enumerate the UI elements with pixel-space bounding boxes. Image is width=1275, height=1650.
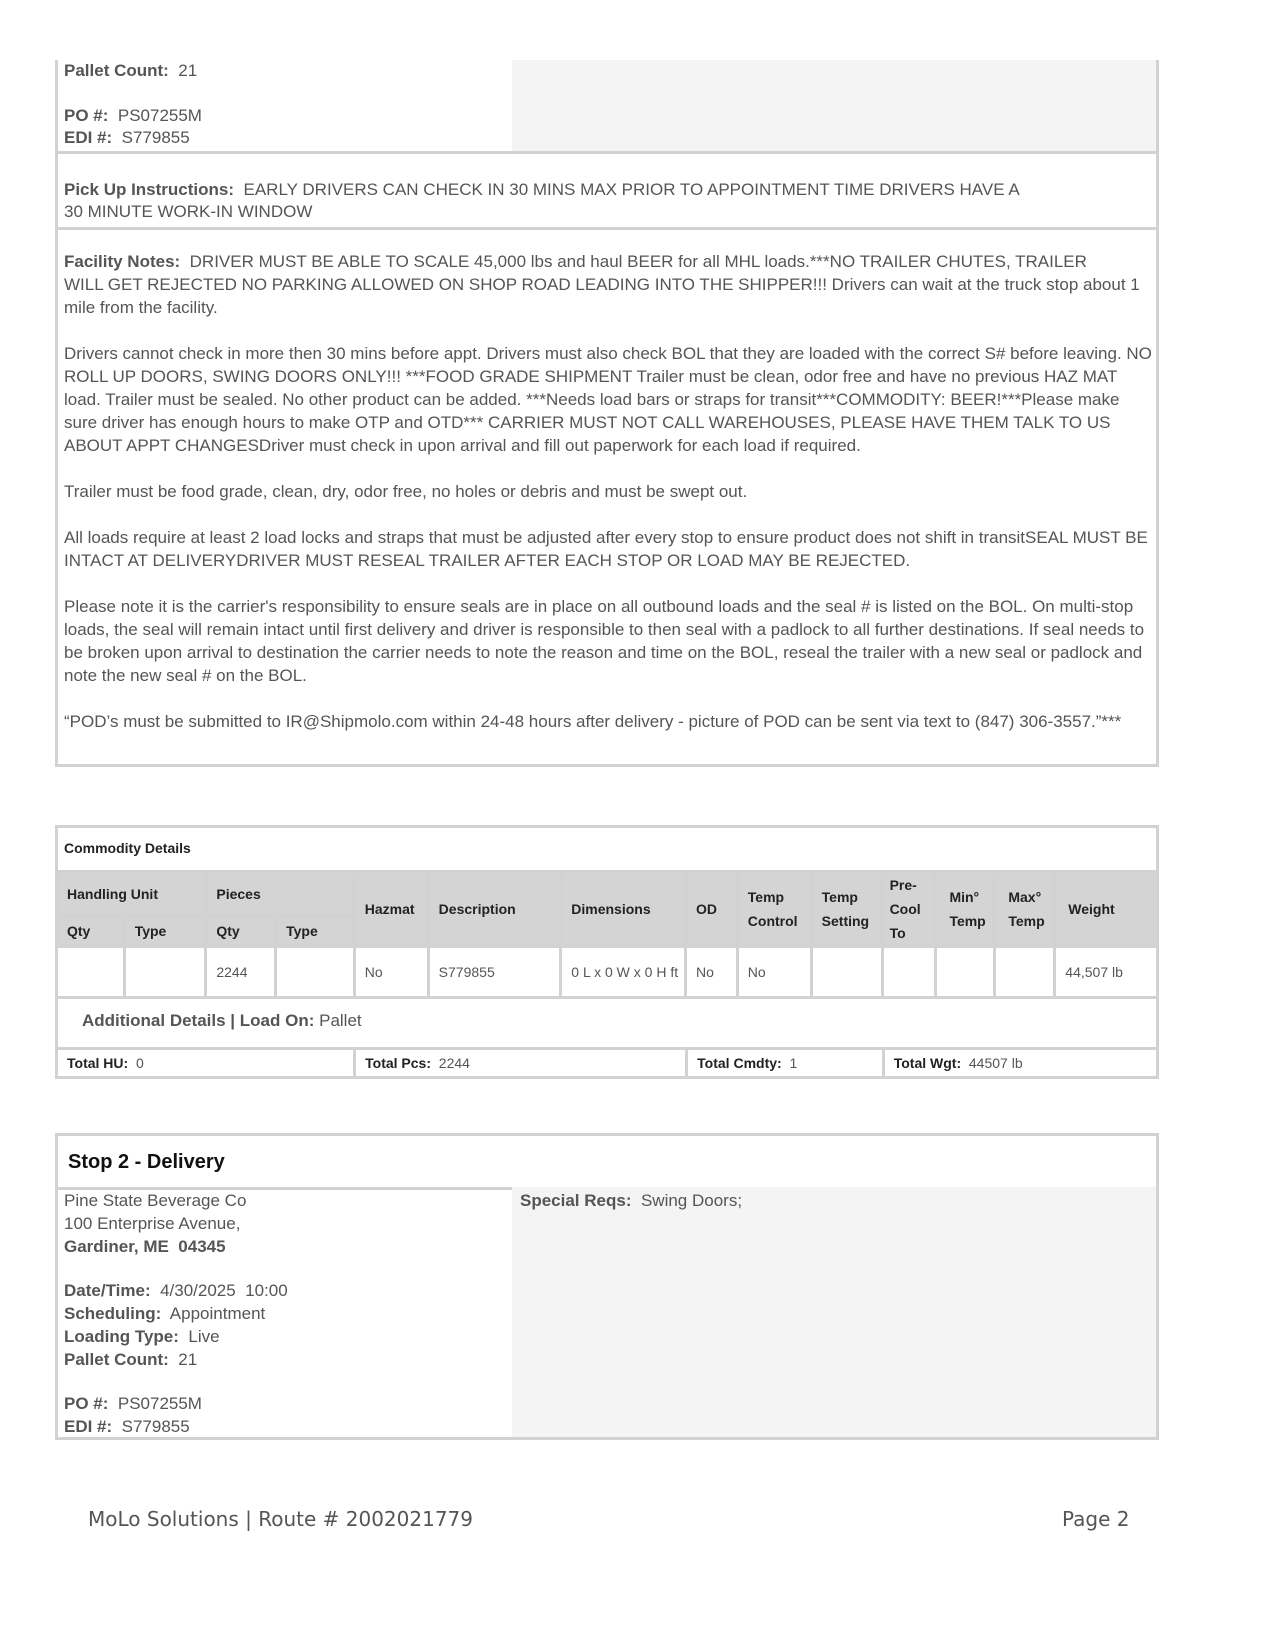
stop2-city: Gardiner, ME 04345 bbox=[64, 1237, 226, 1256]
pickup-instructions-line1: Pick Up Instructions: EARLY DRIVERS CAN CHECK IN 30 MINS MAX PRIOR TO APPOINTMENT TIME DRIVERS HAVE A bbox=[64, 180, 1020, 199]
cell-weight: 44,507 lb bbox=[1055, 947, 1158, 998]
header-hu-qty: Qty bbox=[57, 916, 125, 947]
total-hu: Total HU: 0 bbox=[57, 1049, 355, 1078]
cell-max-temp bbox=[995, 947, 1055, 998]
commodity-table bbox=[55, 870, 1159, 999]
header-description: Description bbox=[428, 872, 561, 947]
stop2-loading-type: Loading Type: Live bbox=[64, 1327, 220, 1346]
cell-precool bbox=[882, 947, 936, 998]
facility-notes-panel bbox=[55, 227, 1159, 767]
header-od: OD bbox=[685, 872, 737, 947]
total-cmdty: Total Cmdty: 1 bbox=[687, 1049, 884, 1078]
pickup-instructions-line2: 30 MINUTE WORK-IN WINDOW bbox=[64, 202, 313, 221]
facility-notes-para6: “POD’s must be submitted to IR@Shipmolo.com within 24-48 hours after delivery - picture of POD can be sent via text to (847) 306-3557.”*** bbox=[64, 712, 1122, 731]
stop1-notes-panel bbox=[512, 60, 1159, 154]
header-max-temp: Max° Temp bbox=[995, 872, 1055, 947]
facility-notes-para3: Trailer must be food grade, clean, dry, odor free, no holes or debris and must be swept out. bbox=[64, 482, 748, 501]
stop1-po-number: PO #: PS07255M bbox=[64, 106, 202, 125]
header-hu-type: Type bbox=[124, 916, 206, 947]
additional-details-row bbox=[55, 993, 1159, 1049]
stop2-datetime: Date/Time: 4/30/2025 10:00 bbox=[64, 1281, 288, 1300]
stop2-special-reqs: Special Reqs: Swing Doors; bbox=[520, 1191, 743, 1210]
stop2-company: Pine State Beverage Co bbox=[64, 1191, 247, 1210]
cell-dimensions: 0 L x 0 W x 0 H ft bbox=[561, 947, 686, 998]
cell-pcs-type bbox=[276, 947, 355, 998]
cell-temp-control: No bbox=[737, 947, 811, 998]
header-temp-setting: Temp Setting bbox=[811, 872, 882, 947]
stop2-header bbox=[55, 1133, 1159, 1190]
facility-notes-para5: Please note it is the carrier's responsibility to ensure seals are in place on all outbound loads and the seal # is listed on the BOL. On multi-stop loads, the seal will remain intact until first delivery and driver is responsible to then seal with a padlock to all further destinations. If seal needs to be broken upon arrival to destination the carrier needs to note the reason and time on the BOL, reseal the trailer with a new seal or padlock and note the new seal # on the BOL. bbox=[64, 597, 1145, 685]
footer-page-number: Page 2 bbox=[1062, 1507, 1130, 1531]
facility-notes-para1: Facility Notes: DRIVER MUST BE ABLE TO SCALE 45,000 lbs and haul BEER for all MHL loads.***NO TRAILER CHUTES, TRAILER WILL GET REJECTED NO PARKING ALLOWED ON SHOP ROAD LEADING INTO THE SHIPPER!!! Drivers can wait at the truck stop about 1 mile from the facility. bbox=[64, 252, 1140, 317]
footer-route: MoLo Solutions | Route # 2002021779 bbox=[88, 1507, 473, 1531]
header-temp-control: Temp Control bbox=[737, 872, 811, 947]
stop1-pallet-count: Pallet Count: 21 bbox=[64, 61, 198, 80]
cell-hu-type bbox=[124, 947, 206, 998]
cell-hu-qty bbox=[57, 947, 125, 998]
header-pcs-qty: Qty bbox=[206, 916, 276, 947]
facility-notes-para4: All loads require at least 2 load locks and straps that must be adjusted after every stop to ensure product does not shift in transitSEAL MUST BE INTACT AT DELIVERYDRIVER MUST RESEAL TRAILER AFTER EACH STOP OR LOAD MAY BE REJECTED. bbox=[64, 528, 1148, 570]
stop2-special-panel bbox=[512, 1187, 1159, 1440]
cell-hazmat: No bbox=[354, 947, 428, 998]
header-weight: Weight bbox=[1055, 872, 1158, 947]
stop2-pallet-count: Pallet Count: 21 bbox=[64, 1350, 198, 1369]
cell-min-temp bbox=[936, 947, 995, 998]
table-row bbox=[57, 947, 1158, 998]
total-pcs: Total Pcs: 2244 bbox=[355, 1049, 687, 1078]
stop2-address: 100 Enterprise Avenue, bbox=[64, 1214, 241, 1233]
stop1-edi-number: EDI #: S779855 bbox=[64, 128, 190, 147]
header-dimensions: Dimensions bbox=[561, 872, 686, 947]
header-hazmat: Hazmat bbox=[354, 872, 428, 947]
header-handling-unit: Handling Unit bbox=[57, 872, 206, 916]
stop2-address-block bbox=[64, 1189, 504, 1438]
commodity-totals bbox=[55, 1047, 1159, 1079]
header-min-temp: Min° Temp bbox=[936, 872, 995, 947]
stop2-scheduling: Scheduling: Appointment bbox=[64, 1304, 266, 1323]
header-pcs-type: Type bbox=[276, 916, 355, 947]
stop2-po-number: PO #: PS07255M bbox=[64, 1394, 202, 1413]
cell-pcs-qty: 2244 bbox=[206, 947, 276, 998]
commodity-details-title: Commodity Details bbox=[64, 840, 191, 856]
stop2-edi-number: EDI #: S779855 bbox=[64, 1417, 190, 1436]
additional-details-text: Additional Details | Load On: Pallet bbox=[82, 1011, 362, 1030]
cell-temp-setting bbox=[811, 947, 882, 998]
facility-notes-para2: Drivers cannot check in more then 30 mins before appt. Drivers must also check BOL that they are loaded with the correct S# before leaving. NO ROLL UP DOORS, SWING DOORS ONLY!!! ***FOOD GRADE SHIPMENT Trailer must be clean, odor free and have no previous HAZ MAT load. Trailer must be sealed. No other product can be added. ***Needs load bars or straps for transit***COMMODITY: BEER!***Please make sure driver has enough hours to make OTP and OTD*** CARRIER MUST NOT CALL WAREHOUSES, PLEASE HAVE THEM TALK TO US ABOUT APPT CHANGESDriver must check in upon arrival and fill out paperwork for each load if required. bbox=[64, 344, 1152, 455]
stop2-title: Stop 2 - Delivery bbox=[68, 1151, 225, 1173]
header-precool: Pre-Cool To bbox=[882, 872, 936, 947]
header-pieces: Pieces bbox=[206, 872, 354, 916]
cell-description: S779855 bbox=[428, 947, 561, 998]
commodity-details-header bbox=[55, 825, 1159, 873]
total-wgt: Total Wgt: 44507 lb bbox=[883, 1049, 1157, 1078]
cell-od: No bbox=[685, 947, 737, 998]
